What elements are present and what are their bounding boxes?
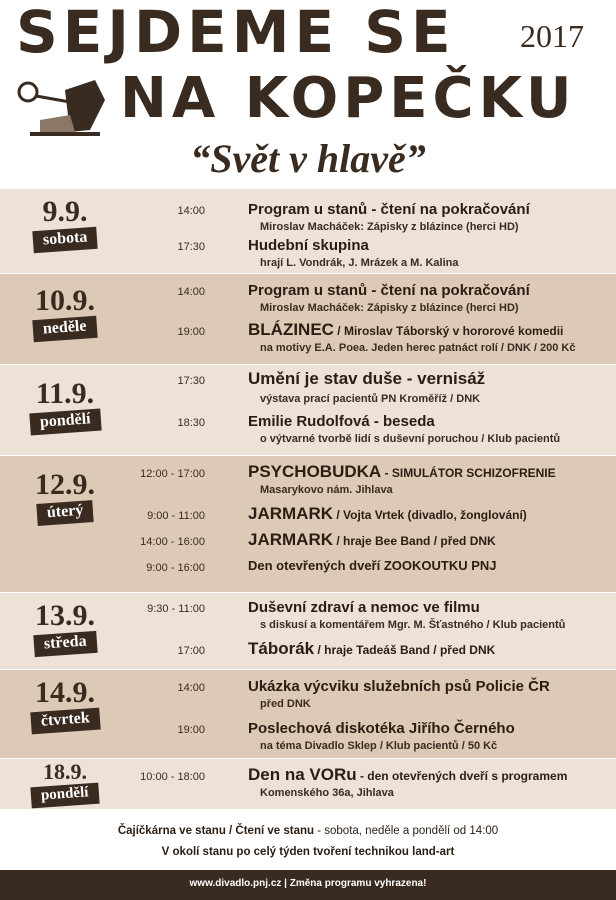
event-time: 17:00 [177,645,205,657]
day-date: 11.9. [35,377,95,410]
schedule [0,188,616,809]
event-subtitle: Komenského 36a, Jihlava [260,787,394,799]
poster-title-line1: SEJDEME SE [16,0,456,66]
event-subtitle: Masarykovo nám. Jihlava [260,484,393,496]
day-block [0,273,616,364]
day-name-label: středa [33,631,97,657]
event-title-extra: / Vojta Vrtek (divadlo, žonglování) [333,508,527,522]
note-line-1-strong: Čajíčkárna ve stanu / Čtení ve stanu [117,825,315,837]
event-title-extra: / Miroslav Táborský v hororové komedii [333,324,564,338]
event-time: 19:00 [177,326,205,338]
event-title [248,504,527,524]
day-date: 9.9. [42,195,88,228]
event-time: 14:00 [177,286,205,298]
day-block [0,758,616,809]
poster-title-line2: NA KOPEČKU [120,66,577,131]
event-title [248,462,556,482]
event-subtitle: před DNK [260,698,311,710]
event-title-extra: - den otevřených dveří s programem [356,769,568,783]
event-title-main: PSYCHOBUDKA [248,462,382,481]
event-time: 9:30 - 11:00 [147,603,205,615]
event-title: Emilie Rudolfová - beseda [248,413,435,430]
day-block [0,592,616,669]
event-title-main: Táborák [248,639,315,658]
event-title-main: JARMARK [248,530,333,549]
day-date: 18.9. [43,759,87,784]
event-time: 19:00 [177,724,205,736]
event-time: 18:30 [177,417,205,429]
event-title: Program u stanů - čtení na pokračování [248,201,530,218]
event-title-extra: / hraje Bee Band / před DNK [333,534,496,548]
note-line-2: V okolí stanu po celý týden tvoření technikou land-art [161,846,455,858]
event-title-extra: - SIMULÁTOR SCHIZOFRENIE [381,466,556,480]
event-subtitle: Miroslav Macháček: Zápisky z blázince (herci HD) [260,302,519,314]
event-title: Den otevřených dveří ZOOKOUTKU PNJ [248,558,497,573]
event-time: 17:30 [177,375,205,387]
day-block [0,188,616,273]
day-date: 13.9. [35,599,95,632]
event-subtitle: na téma Divadlo Sklep / Klub pacientů / 50 Kč [260,740,498,752]
event-title-extra: / hraje Tadeáš Band / před DNK [314,643,496,657]
day-name-label: neděle [33,316,98,342]
event-subtitle: na motivy E.A. Poea. Jeden herec patnáct rolí / DNK / 200 Kč [260,342,576,354]
day-name-label: pondělí [29,409,101,436]
event-title [248,530,496,550]
event-title [248,765,567,785]
event-title: Duševní zdraví a nemoc ve filmu [248,599,480,616]
event-title [248,320,563,340]
event-title-main: JARMARK [248,504,333,523]
event-title-main: Den na VORu [248,765,357,784]
poster-subtitle: “Svět v hlavě” [190,136,426,181]
day-name-label: sobota [32,227,98,253]
reading-figure-illustration [10,70,120,140]
event-time: 14:00 [177,205,205,217]
event-title [248,639,495,659]
event-time: 14:00 - 16:00 [140,536,205,548]
poster-header [0,0,616,188]
event-title-main: Umění je stav duše - vernisáž [248,369,486,388]
day-name-label: čtvrtek [30,708,100,735]
event-subtitle: hrají L. Vondrák, J. Mrázek a M. Kalina [260,257,459,269]
note-line-1 [0,825,616,837]
event-subtitle: o výtvarné tvorbě lidí s duševní poruchou / Klub pacientů [260,433,561,445]
footer-bar [0,870,616,900]
event-subtitle: výstava prací pacientů PN Kroměříž / DNK [260,393,481,405]
event-time: 12:00 - 17:00 [140,468,205,480]
note-line-1-rest: - sobota, neděle a pondělí od 14:00 [314,825,499,837]
day-block [0,669,616,758]
event-title: Ukázka výcviku služebních psů Policie ČR [248,678,550,695]
event-time: 9:00 - 16:00 [146,562,205,574]
day-date: 10.9. [35,284,95,317]
day-name-label: úterý [36,500,94,526]
event-title-main: BLÁZINEC [248,320,334,339]
event-subtitle: Miroslav Macháček: Zápisky z blázince (herci HD) [260,221,519,233]
day-block [0,364,616,455]
event-title: Hudební skupina [248,237,369,254]
date-badge [10,761,120,806]
event-title: Program u stanů - čtení na pokračování [248,282,530,299]
event-time: 17:30 [177,241,205,253]
event-time: 9:00 - 11:00 [147,510,205,522]
general-notes [0,818,616,870]
event-title: Poslechová diskotéka Jiřího Černého [248,720,515,737]
day-name-label: pondělí [31,783,100,809]
footer-text: www.divadlo.pnj.cz | Změna programu vyhrazena! [189,878,427,889]
event-subtitle: s diskusí a komentářem Mgr. M. Šťastného / Klub pacientů [260,619,566,631]
day-date: 14.9. [35,676,95,709]
poster-year: 2017 [520,18,584,54]
day-block [0,455,616,592]
event-time: 14:00 [177,682,205,694]
event-title [248,369,485,389]
event-time: 10:00 - 18:00 [140,771,205,783]
day-date: 12.9. [35,468,95,501]
